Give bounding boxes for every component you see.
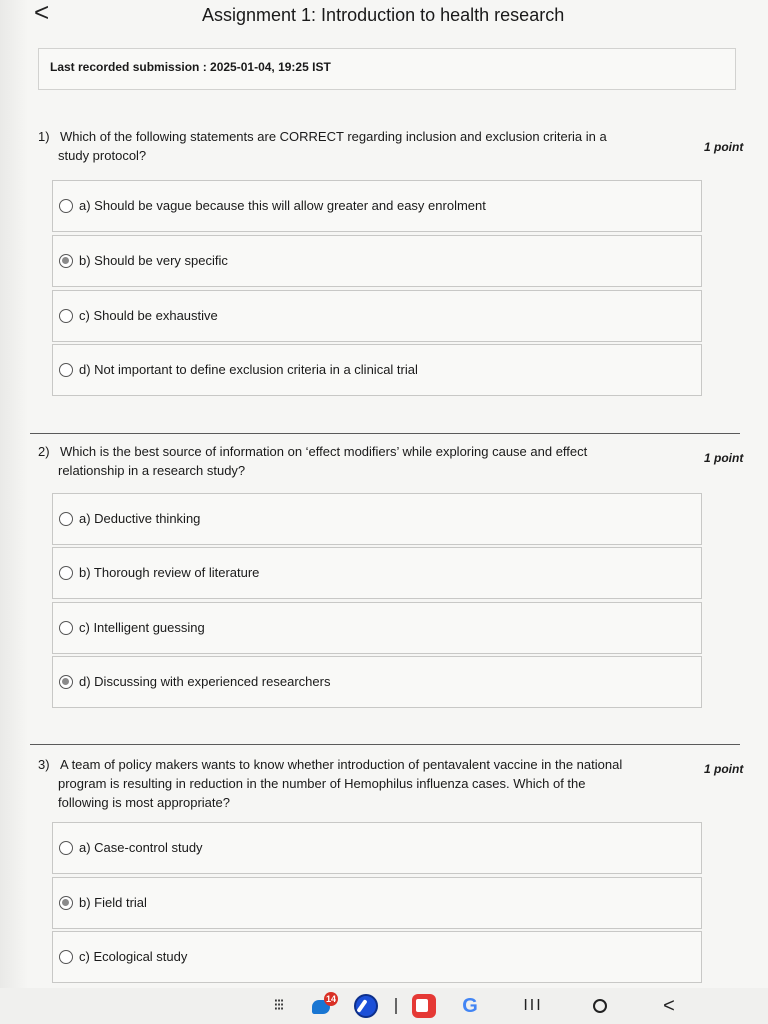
option-label: b) Should be very specific: [79, 253, 228, 268]
question-divider: [30, 433, 740, 434]
radio-button[interactable]: [59, 199, 73, 213]
pen-circle-icon: [354, 994, 378, 1018]
points-label: 1 point: [704, 451, 744, 465]
radio-button[interactable]: [59, 309, 73, 323]
option-1d[interactable]: [52, 344, 702, 396]
radio-button[interactable]: [59, 566, 73, 580]
pen-app-icon[interactable]: [352, 994, 380, 1018]
points-label: 1 point: [704, 762, 744, 776]
option-label: a) Should be vague because this will allow greater and easy enrolment: [79, 198, 486, 213]
radio-button[interactable]: [59, 363, 73, 377]
points-label: 1 point: [704, 140, 744, 154]
notes-app-icon[interactable]: [410, 994, 438, 1018]
question-text: 1) Which of the following statements are CORRECT regarding inclusion and exclusion criteria in a study protocol?: [38, 129, 607, 163]
option-3c[interactable]: [52, 931, 702, 983]
option-label: c) Ecological study: [79, 949, 188, 964]
option-2b[interactable]: [52, 547, 702, 599]
option-2a[interactable]: [52, 493, 702, 545]
page-title: Assignment 1: Introduction to health research: [202, 5, 565, 25]
option-label: b) Field trial: [79, 895, 147, 910]
top-bar: [0, 0, 768, 36]
radio-button-selected[interactable]: [59, 254, 73, 268]
option-label: c) Intelligent guessing: [79, 620, 205, 635]
recents-icon[interactable]: III: [523, 997, 543, 1014]
radio-button-selected[interactable]: [59, 675, 73, 689]
option-label: d) Not important to define exclusion criteria in a clinical trial: [79, 362, 418, 377]
option-1a[interactable]: [52, 180, 702, 232]
home-ring-icon: [593, 999, 607, 1013]
option-1b[interactable]: [52, 235, 702, 287]
page-edge-shadow: [0, 0, 28, 1024]
option-3b[interactable]: [52, 877, 702, 929]
option-label: a) Deductive thinking: [79, 511, 201, 526]
radio-button[interactable]: [59, 512, 73, 526]
option-3a[interactable]: [52, 822, 702, 874]
option-2d[interactable]: [52, 656, 702, 708]
option-1c[interactable]: [52, 290, 702, 342]
nav-back-icon[interactable]: <: [663, 995, 675, 1017]
option-label: d) Discussing with experienced researchers: [79, 674, 331, 689]
option-label: c) Should be exhaustive: [79, 308, 218, 323]
option-2c[interactable]: [52, 602, 702, 654]
question-text: 2) Which is the best source of information on ‘effect modifiers’ while exploring cause and effect relationship in a research study?: [38, 444, 588, 478]
back-arrow-icon[interactable]: <: [34, 0, 50, 27]
question-divider: [30, 744, 740, 745]
note-page-icon: [416, 999, 428, 1012]
notification-badge: 14: [325, 994, 336, 1004]
system-nav-bar: [0, 988, 768, 1024]
option-label: a) Case-control study: [79, 840, 203, 855]
question-text: 3) A team of policy makers wants to know whether introduction of pentavalent vaccine in the national program is resulting in reduction in the number of Hemophilus influenza cases. Which of the following is most appropriate?: [38, 757, 623, 810]
google-app-icon[interactable]: G: [462, 995, 478, 1017]
home-icon[interactable]: [590, 994, 612, 1018]
option-label: b) Thorough review of literature: [79, 565, 260, 580]
submission-text: Last recorded submission : 2025-01-04, 19:25 IST: [50, 60, 331, 74]
radio-button[interactable]: [59, 621, 73, 635]
submission-banner: [38, 48, 736, 90]
radio-button[interactable]: [59, 841, 73, 855]
radio-button[interactable]: [59, 950, 73, 964]
radio-button-selected[interactable]: [59, 896, 73, 910]
apps-grid-icon[interactable]: ⁝⁝⁝: [273, 997, 283, 1014]
chat-app-icon[interactable]: [310, 994, 334, 1018]
taskbar-divider: [395, 998, 397, 1014]
